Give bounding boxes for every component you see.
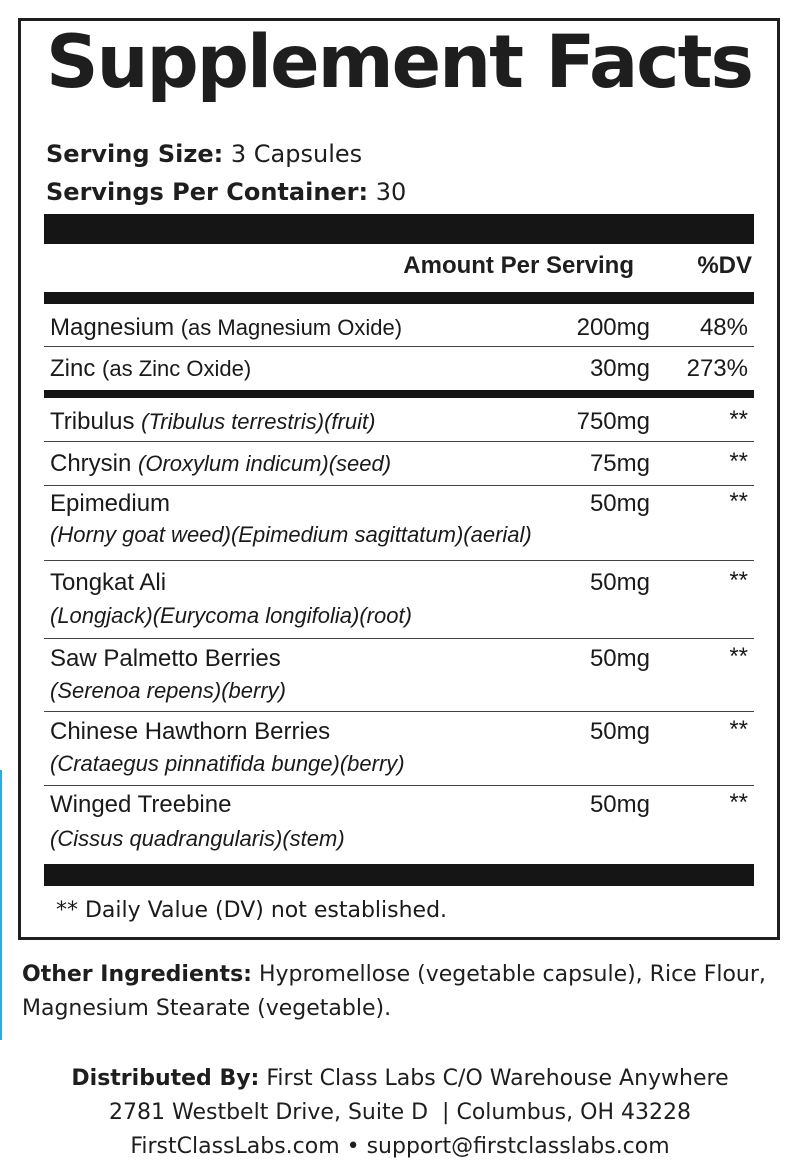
other-ingredients-text: Hypromellose (vegetable capsule), Rice Flour, Magnesium Stearate (vegetable). (22, 962, 766, 1021)
ingredient-dv: ** (729, 567, 748, 594)
nutrient-name: Zinc (as Zinc Oxide) (50, 355, 252, 382)
ingredient-amount: 50mg (589, 490, 650, 517)
servings-per-container (46, 178, 406, 206)
nutrient-dv: 273% (686, 355, 748, 382)
row-divider (44, 560, 754, 561)
label-edge-accent (0, 770, 2, 1040)
row-divider (44, 346, 754, 347)
amount-per-serving-header: Amount Per Serving (403, 252, 634, 279)
ingredient-detail: (Crataegus pinnatifida bunge)(berry) (50, 751, 405, 776)
ingredient-name: Winged Treebine (50, 791, 232, 818)
ingredient-amount: 75mg (589, 450, 650, 477)
ingredient-dv: ** (729, 643, 748, 670)
distributor-contact: FirstClassLabs.com • support@firstclasslabs.com (130, 1134, 670, 1159)
ingredient-amount: 750mg (576, 408, 650, 435)
ingredient-dv: ** (729, 716, 748, 743)
servings-per-container-label: Servings Per Container: (46, 178, 369, 206)
dv-header: %DV (697, 252, 752, 279)
serving-size (46, 140, 362, 168)
ingredient-name: Epimedium (50, 490, 171, 517)
row-divider (44, 485, 754, 486)
other-ingredients-label: Other Ingredients: (22, 962, 252, 987)
thick-divider (44, 864, 754, 886)
nutrient-amount: 200mg (576, 314, 650, 341)
ingredient-dv: ** (729, 406, 748, 433)
ingredient-detail: (Longjack)(Eurycoma longifolia)(root) (50, 603, 412, 628)
ingredient-detail: (Cissus quadrangularis)(stem) (50, 826, 345, 851)
nutrient-dv: 48% (699, 314, 748, 341)
serving-size-value: 3 Capsules (230, 140, 363, 168)
distributor-name: First Class Labs C/O Warehouse Anywhere (266, 1066, 729, 1091)
distributor-address: 2781 Westbelt Drive, Suite D | Columbus, OH 43228 (109, 1100, 691, 1125)
ingredient-name: Tribulus (Tribulus terrestris)(fruit) (50, 408, 376, 435)
ingredient-dv: ** (729, 488, 748, 515)
thick-divider (44, 214, 754, 244)
ingredient-amount: 50mg (589, 645, 650, 672)
serving-size-label: Serving Size: (46, 140, 224, 168)
row-divider (44, 785, 754, 786)
medium-divider (44, 292, 754, 304)
ingredient-name: Saw Palmetto Berries (50, 645, 281, 672)
ingredient-detail: (Serenoa repens)(berry) (50, 678, 286, 703)
dv-footnote: ** Daily Value (DV) not established. (56, 898, 448, 923)
ingredient-amount: 50mg (589, 718, 650, 745)
ingredient-name: Tongkat Ali (50, 569, 167, 596)
nutrient-name: Magnesium (as Magnesium Oxide) (50, 314, 403, 341)
row-divider (44, 711, 754, 712)
medium-divider (44, 390, 754, 398)
ingredient-detail: (Horny goat weed)(Epimedium sagittatum)(aerial) (50, 522, 532, 547)
ingredient-amount: 50mg (589, 569, 650, 596)
other-ingredients (22, 958, 792, 1026)
row-divider (44, 441, 754, 442)
row-divider (44, 638, 754, 639)
ingredient-name: Chinese Hawthorn Berries (50, 718, 331, 745)
nutrient-amount: 30mg (589, 355, 650, 382)
ingredient-amount: 50mg (589, 791, 650, 818)
ingredient-dv: ** (729, 448, 748, 475)
servings-per-container-value: 30 (375, 178, 407, 206)
ingredient-name: Chrysin (Oroxylum indicum)(seed) (50, 450, 392, 477)
panel-title: Supplement Facts (46, 20, 752, 105)
distributor-label: Distributed By: (71, 1066, 260, 1091)
distributor-line (0, 1066, 800, 1091)
ingredient-dv: ** (729, 789, 748, 816)
